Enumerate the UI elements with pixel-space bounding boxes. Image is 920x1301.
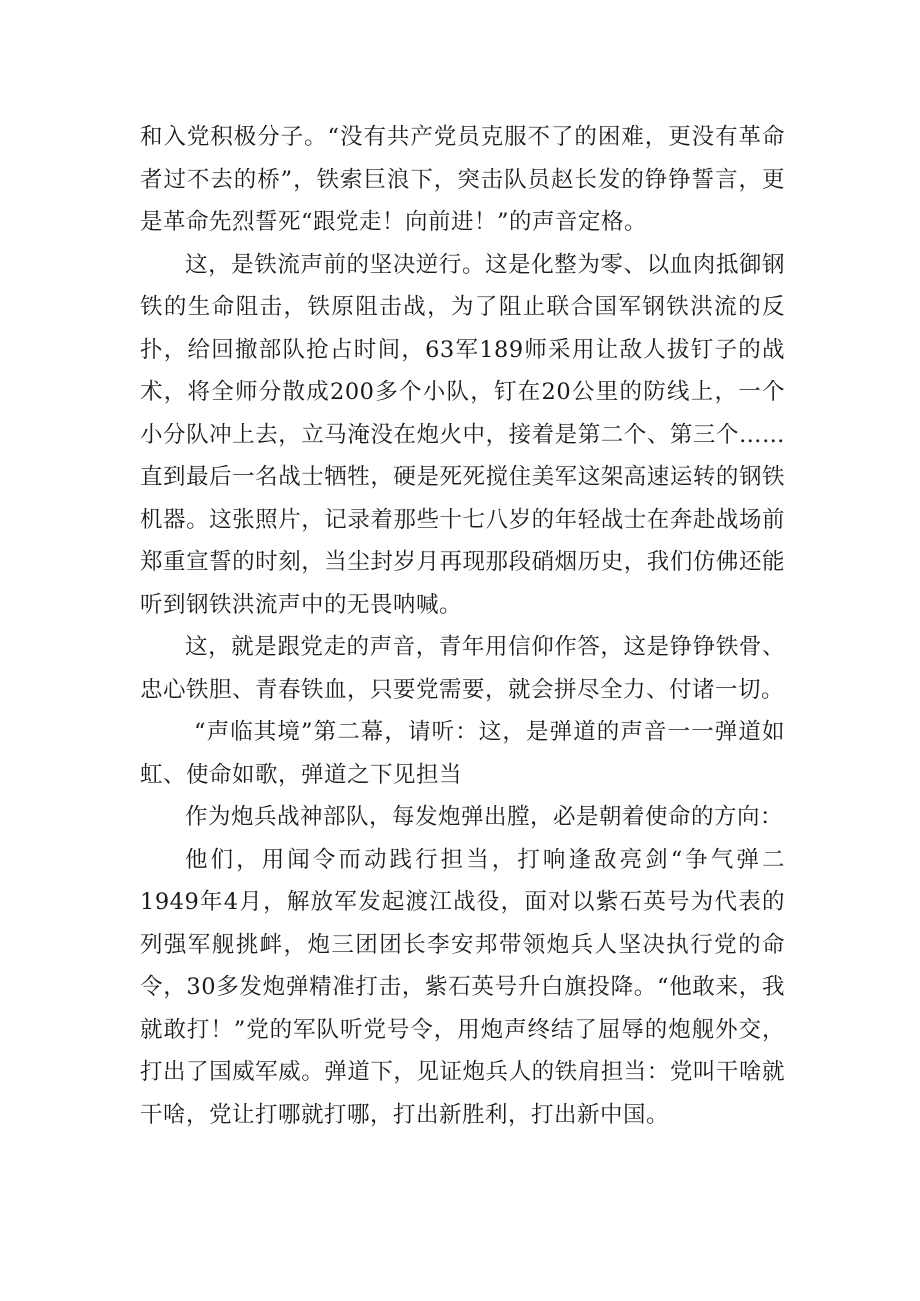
paragraph-4: “声临其境”第二幕，请听：这，是弹道的声音一一弹道如虹、使命如歌，弹道之下见担当 (140, 719, 785, 788)
paragraph-6: 他们，用闻令而动践行担当，打响逢敌亮剑“争气弹二1949年4月，解放军发起渡江战役，面对以紫石英号为代表的列强军舰挑衅，炮三团团长李安邦带领炮兵人坚决执行党的命令，30多发炮弹精准打击，紫石英号升白旗投降。“他敢来，我就敢打！”党的军队听党号令，用炮声终结了屈辱的炮舰外交，打出了国威军威。弹道下，见证炮兵人的铁肩担当：党叫干啥就干啥，党让打哪就打哪，打出新胜利，打出新中国。 (140, 846, 785, 1128)
paragraph-3: 这，就是跟党走的声音，青年用信仰作答，这是铮铮铁骨、忠心铁胆、青春铁血，只要党需要，就会拼尽全力、付诸一切。 (140, 634, 785, 703)
document-body (140, 116, 785, 1136)
paragraph-2: 这，是铁流声前的坚决逆行。这是化整为零、以血肉抵御钢铁的生命阻击，铁原阻击战，为了阻止联合国军钢铁洪流的反扑，给回撤部队抢占时间，63军189师采用让敌人拔钉子的战术，将全师分散成200多个小队，钉在20公里的防线上，一个小分队冲上去，立马淹没在炮火中，接着是第二个、第三个……直到最后一名战士牺牲，硬是死死搅住美军这架高速运转的钢铁机器。这张照片，记录着那些十七八岁的年轻战士在奔赴战场前郑重宣誓的时刻，当尘封岁月再现那段硝烟历史，我们仿佛还能听到钢铁洪流声中的无畏呐喊。 (140, 251, 785, 618)
paragraph-1: 和入党积极分子。“没有共产党员克服不了的困难，更没有革命者过不去的桥”，铁索巨浪下，突击队员赵长发的铮铮誓言，更是革命先烈誓死“跟党走！向前进！”的声音定格。 (140, 124, 785, 235)
paragraph-5: 作为炮兵战神部队，每发炮弹出膛，必是朝着使命的方向： (185, 804, 784, 830)
